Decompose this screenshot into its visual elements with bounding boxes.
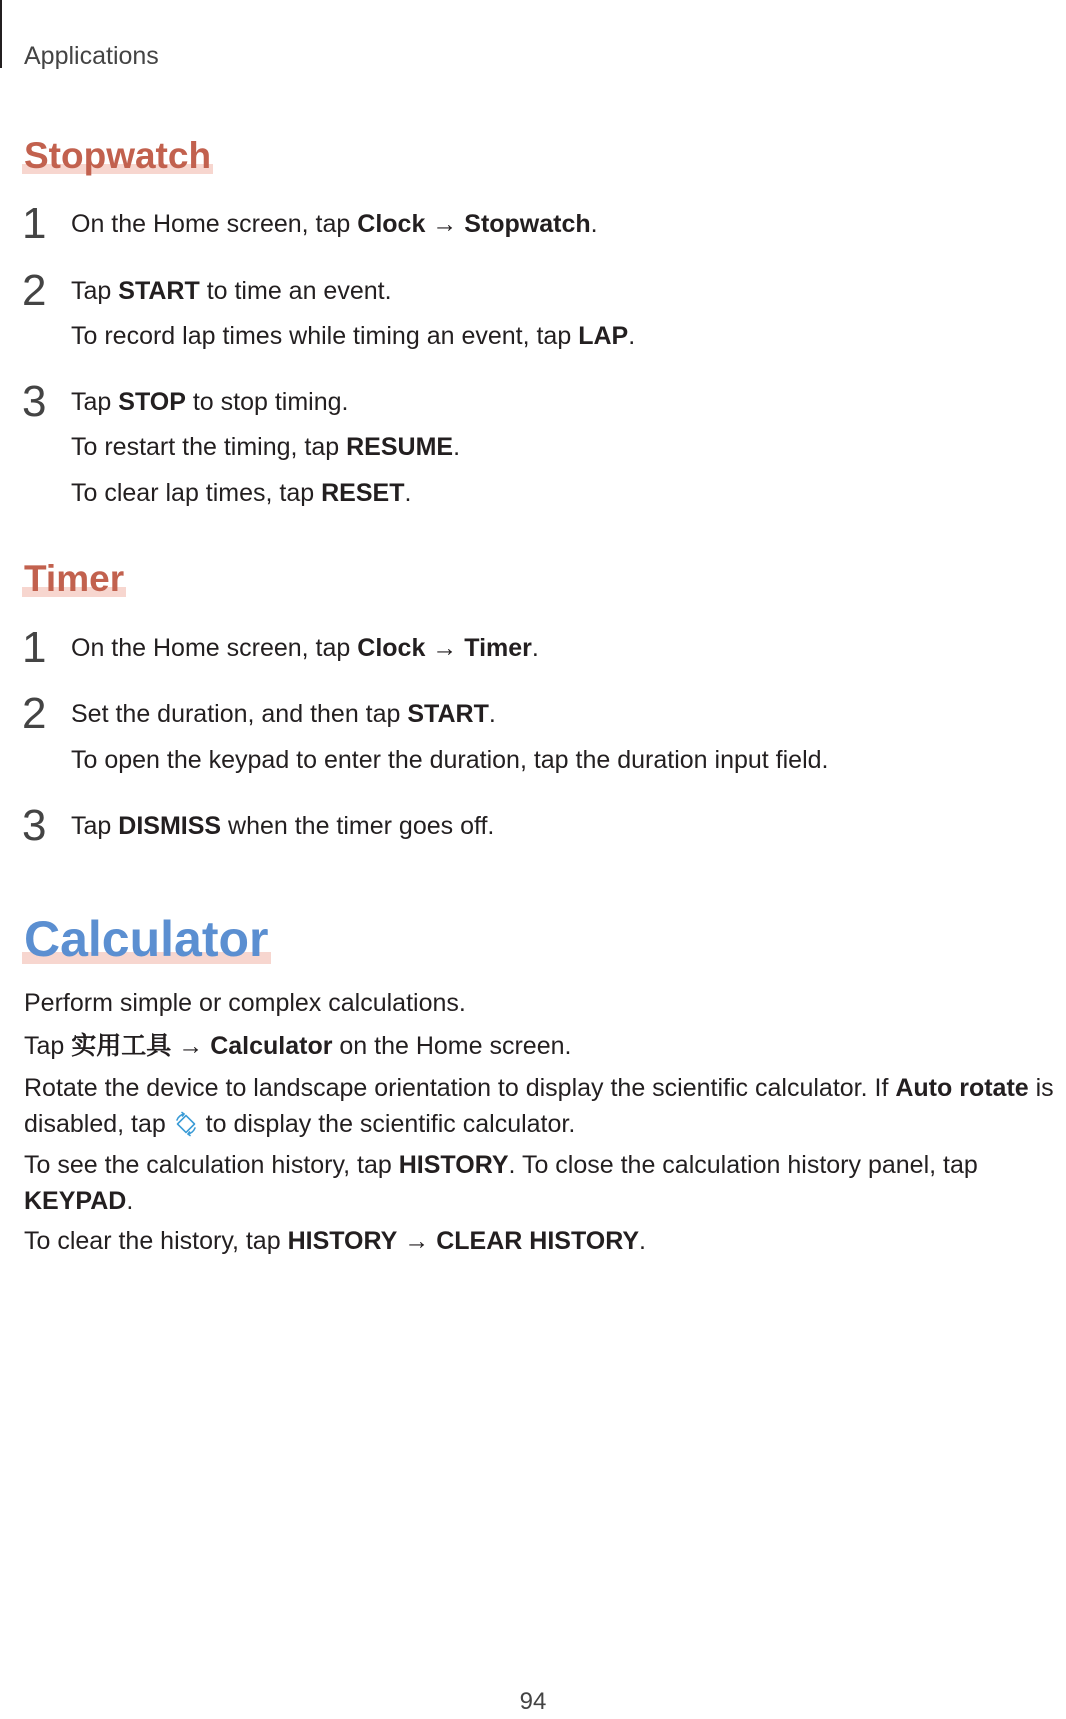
- calculator-history-instruction: To see the calculation history, tap HISTORY. To close the calculation history panel, tap KEYPAD.: [24, 1151, 978, 1216]
- stopwatch-heading: Stopwatch: [24, 135, 212, 176]
- stopwatch-step-2-number: 2: [22, 266, 47, 315]
- timer-step-1-text: On the Home screen, tap Clock → Timer.: [71, 634, 539, 662]
- stopwatch-step-2-note: To record lap times while timing an event, tap LAP.: [71, 322, 636, 350]
- timer-step-3-number: 3: [22, 801, 47, 850]
- calculator-launch-instruction: Tap 实用工具 → Calculator on the Home screen.: [24, 1032, 572, 1060]
- screen-rotate-icon: [173, 1111, 199, 1137]
- page-number: 94: [519, 1688, 547, 1715]
- stopwatch-step-3-note-resume: To restart the timing, tap RESUME.: [71, 433, 461, 461]
- calculator-intro: Perform simple or complex calculations.: [24, 989, 466, 1017]
- timer-heading: Timer: [24, 558, 125, 599]
- stopwatch-step-1-number: 1: [22, 199, 47, 248]
- stopwatch-step-2-text: Tap START to time an event.: [71, 277, 392, 305]
- timer-step-3-text: Tap DISMISS when the timer goes off.: [71, 812, 495, 840]
- timer-step-2-note: To open the keypad to enter the duration, tap the duration input field.: [71, 746, 829, 774]
- header-rule: [0, 0, 2, 68]
- timer-step-2-number: 2: [22, 689, 47, 738]
- page-header: Applications: [24, 42, 159, 70]
- timer-step-1-number: 1: [22, 623, 47, 672]
- stopwatch-step-3-number: 3: [22, 377, 47, 426]
- calculator-clear-history-instruction: To clear the history, tap HISTORY → CLEAR HISTORY.: [24, 1227, 646, 1255]
- stopwatch-step-3-note-reset: To clear lap times, tap RESET.: [71, 479, 412, 507]
- calculator-rotate-instruction: Rotate the device to landscape orientation to display the scientific calculator. If Auto rotate is disabled, tap to display the scientific calculator.: [24, 1074, 1054, 1139]
- calculator-heading: Calculator: [24, 911, 269, 967]
- stopwatch-step-3-text: Tap STOP to stop timing.: [71, 388, 349, 416]
- stopwatch-step-1-text: On the Home screen, tap Clock → Stopwatch.: [71, 210, 598, 238]
- timer-step-2-text: Set the duration, and then tap START.: [71, 700, 496, 728]
